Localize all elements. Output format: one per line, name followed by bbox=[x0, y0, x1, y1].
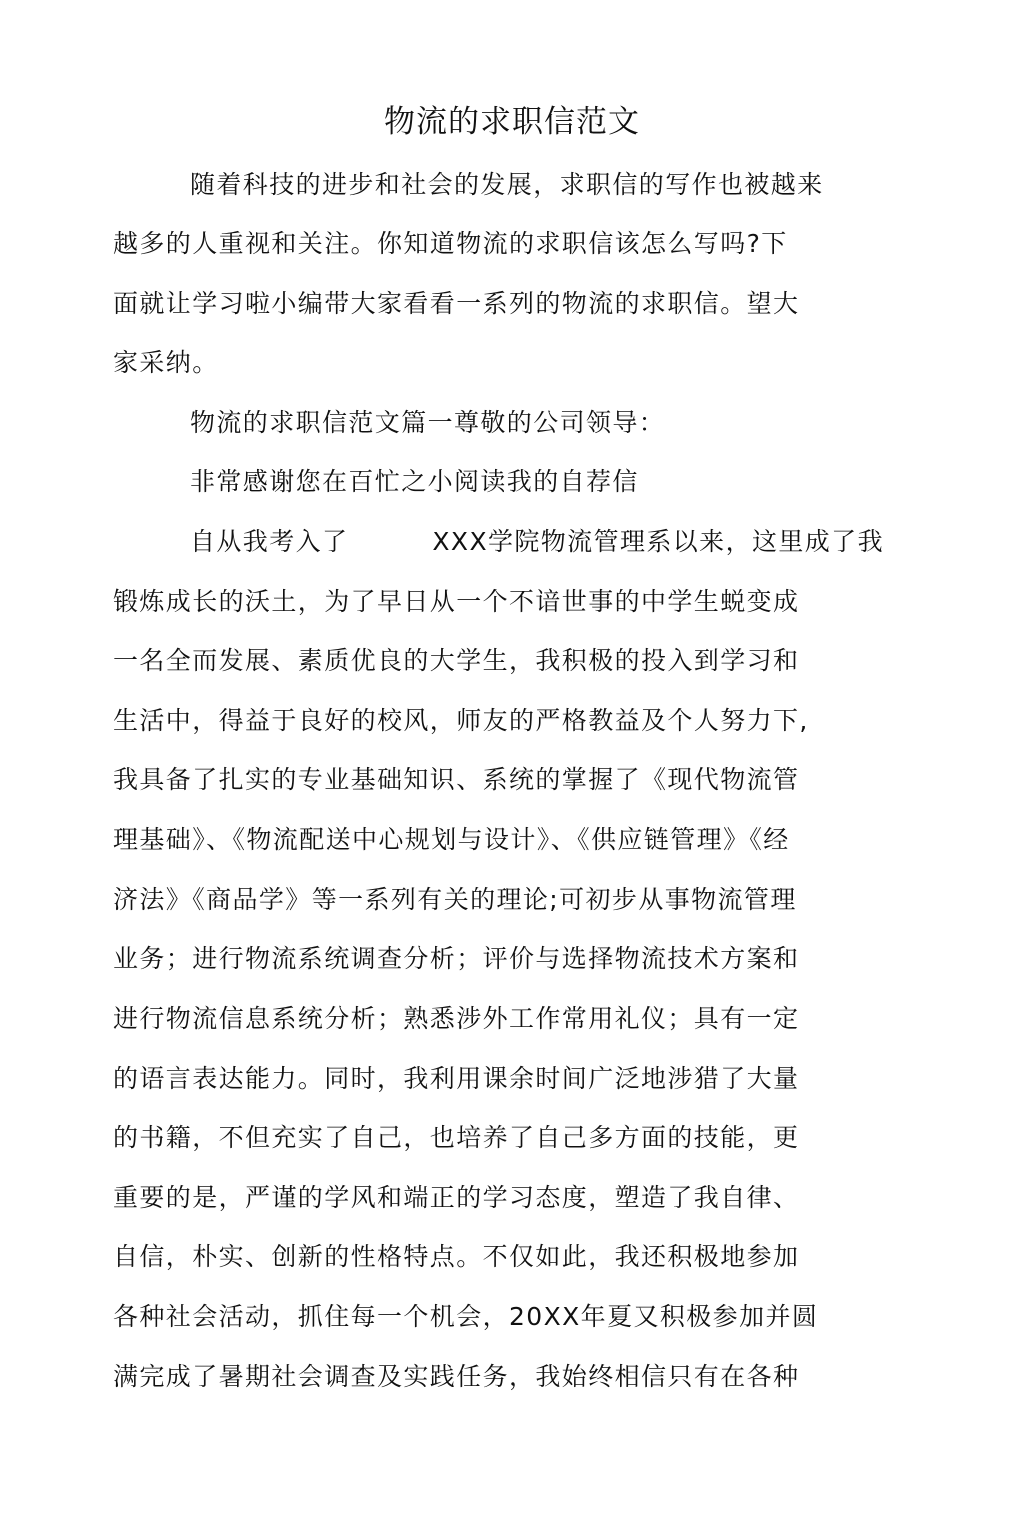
document-title: 物流的求职信范文 bbox=[384, 104, 640, 140]
body-line-7-part-1: 自从我考入了 bbox=[190, 527, 349, 556]
body-line-11: 我具备了扎实的专业基础知识、系统的掌握了《现代物流管 bbox=[113, 765, 800, 794]
body-line-7 bbox=[190, 524, 884, 560]
body-line-1: 随着科技的进步和社会的发展，求职信的写作也被越来 bbox=[190, 170, 824, 199]
body-line-6: 非常感谢您在百忙之小阅读我的自荐信 bbox=[190, 467, 639, 496]
body-line-8: 锻炼成长的沃土，为了早日从一个不谙世事的中学生蜕变成 bbox=[113, 587, 800, 616]
body-line-21: 满完成了暑期社会调查及实践任务，我始终相信只有在各种 bbox=[113, 1362, 800, 1391]
body-line-15: 进行物流信息系统分析；熟悉涉外工作常用礼仪；具有一定 bbox=[113, 1004, 800, 1033]
body-line-14: 业务；进行物流系统调查分析；评价与选择物流技术方案和 bbox=[113, 944, 800, 973]
body-line-2: 越多的人重视和关注。你知道物流的求职信该怎么写吗?下 bbox=[113, 229, 788, 258]
body-line-9: 一名全而发展、素质优良的大学生，我积极的投入到学习和 bbox=[113, 646, 800, 675]
body-line-20: 各种社会活动，抓住每一个机会，20XX年夏又积极参加并圆 bbox=[113, 1302, 819, 1331]
body-line-19: 自信，朴实、创新的性格特点。不仅如此，我还积极地参加 bbox=[113, 1242, 800, 1271]
body-line-16: 的语言表达能力。同时，我利用课余时间广泛地涉猎了大量 bbox=[113, 1064, 800, 1093]
body-line-17: 的书籍，不但充实了自己，也培养了自己多方面的技能，更 bbox=[113, 1123, 800, 1152]
body-line-4: 家采纳。 bbox=[113, 348, 219, 377]
body-line-10: 生活中，得益于良好的校风，师友的严格教益及个人努力下, bbox=[113, 706, 809, 735]
body-line-7-part-2: XXX学院物流管理系以来，这里成了我 bbox=[432, 527, 884, 556]
body-line-18: 重要的是，严谨的学风和端正的学习态度，塑造了我自律、 bbox=[113, 1183, 800, 1212]
body-line-3: 面就让学习啦小编带大家看看一系列的物流的求职信。望大 bbox=[113, 289, 800, 318]
body-line-12: 理基础》、《物流配送中心规划与设计》、《供应链管理》《经 bbox=[113, 825, 790, 854]
salutation-line: 物流的求职信范文篇一尊敬的公司领导： bbox=[190, 408, 666, 437]
body-line-13: 济法》《商品学》等一系列有关的理论;可初步从事物流管理 bbox=[113, 885, 797, 914]
